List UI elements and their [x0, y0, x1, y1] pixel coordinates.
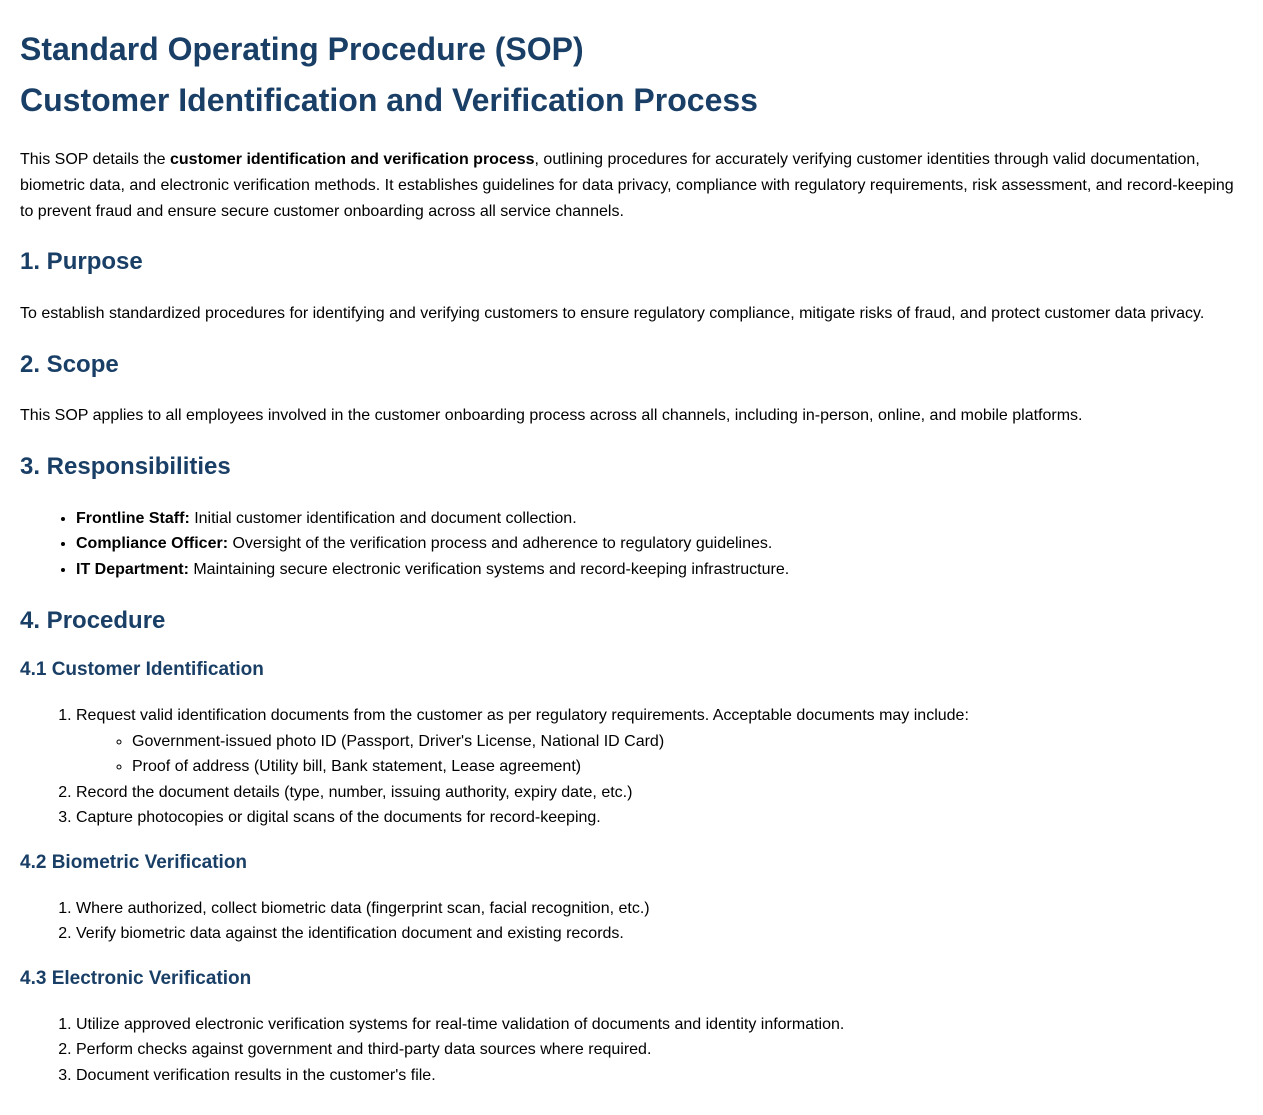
role-description: Oversight of the verification process and adherence to regulatory guidelines. — [228, 535, 773, 553]
role-description: Maintaining secure electronic verification systems and record-keeping infrastructure. — [188, 560, 790, 578]
list-item — [76, 531, 1243, 557]
scope-text: This SOP applies to all employees involved in the customer onboarding process across all channels, including in-person, online, and mobile platforms. — [20, 407, 1083, 425]
role-label: Compliance Officer: — [76, 535, 229, 553]
step-text: Request valid identification documents from the customer as per regulatory requirements. Acceptable documents may include: — [76, 707, 969, 725]
procedure-heading: 4. Procedure — [20, 606, 166, 634]
purpose-heading: 1. Purpose — [20, 248, 143, 276]
responsibilities-heading: 3. Responsibilities — [20, 452, 231, 480]
list-item: 1. Utilize approved electronic verification systems for real-time validation of documents and identity information. — [76, 1012, 1243, 1038]
list-item: 3. Capture photocopies or digital scans of the documents for record-keeping. — [76, 805, 1243, 831]
identification-heading: 4.1 Customer Identification — [20, 659, 264, 681]
intro-paragraph — [20, 147, 1243, 224]
biometric-heading: 4.2 Biometric Verification — [20, 852, 248, 874]
list-item — [76, 557, 1243, 583]
responsibilities-list — [20, 506, 1243, 583]
electronic-heading: 4.3 Electronic Verification — [20, 968, 252, 990]
list-item: 1. Where authorized, collect biometric data (fingerprint scan, facial recognition, etc.) — [76, 896, 1243, 922]
list-item: 2. Record the document details (type, number, issuing authority, expiry date, etc.) — [76, 780, 1243, 806]
list-item: 2. Verify biometric data against the identification document and existing records. — [76, 921, 1243, 947]
list-item — [76, 506, 1243, 532]
acceptable-documents-list — [76, 729, 1243, 780]
page-title — [20, 24, 1243, 126]
electronic-steps — [20, 1012, 1243, 1089]
list-item: 3. Document verification results in the customer's file. — [76, 1063, 1243, 1089]
list-item: 2. Perform checks against government and third-party data sources where required. — [76, 1037, 1243, 1063]
intro-prefix: This SOP details the — [20, 151, 170, 169]
role-description: Initial customer identification and document collection. — [189, 509, 577, 527]
role-label: IT Department: — [76, 560, 189, 578]
identification-steps — [20, 703, 1243, 831]
biometric-steps — [20, 896, 1243, 947]
page-title-line-1: Standard Operating Procedure (SOP) — [20, 31, 584, 67]
purpose-text: To establish standardized procedures for identifying and verifying customers to ensure regulatory compliance, mitigate risks of fraud, and protect customer data privacy. — [20, 304, 1205, 322]
role-label: Frontline Staff: — [76, 509, 190, 527]
list-item — [76, 703, 1243, 780]
page-title-line-2: Customer Identification and Verification Process — [20, 82, 758, 119]
list-item: ◦ Government-issued photo ID (Passport, Driver's License, National ID Card) — [132, 729, 1243, 755]
list-item: ◦ Proof of address (Utility bill, Bank statement, Lease agreement) — [132, 754, 1243, 780]
scope-heading: 2. Scope — [20, 350, 119, 378]
intro-bold-phrase: customer identification and verification process — [170, 151, 535, 169]
intro-suffix: , outlining procedures for accurately verifying customer identities through valid documentation, biometric data, and electronic verification methods. It establishes guidelines for data privacy, compliance with regulatory requirements, risk assessment, and record-keeping to prevent fraud and ensure secure customer onboarding across all service channels. — [20, 151, 1234, 220]
